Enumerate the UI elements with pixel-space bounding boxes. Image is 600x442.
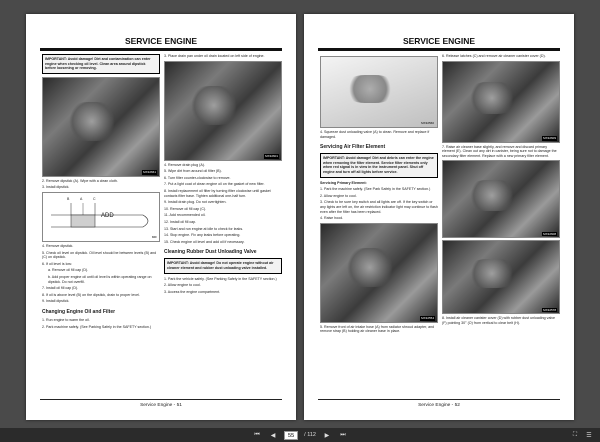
left-column-2 [164, 54, 282, 296]
header-rule [318, 48, 560, 51]
prev-page-icon[interactable]: ◀ [270, 432, 276, 439]
page-number-input[interactable]: 55 [284, 431, 298, 440]
step-text: 9. Install drain plug. Do not overtighten. [164, 200, 227, 205]
step-text: 13. Start and run engine at idle to check for leaks. [164, 226, 244, 231]
step-text: 5. Check oil level on dipstick. Oil level should be between levels (B) and (C) on dipstick. [42, 250, 157, 260]
section-heading: Servicing Air Filter Element [320, 144, 386, 151]
step-text: 6. Turn filter counter-clockwise to remove. [164, 175, 231, 180]
step-text: 4. Raise hood. [320, 216, 344, 221]
footer-rule [40, 399, 282, 400]
step-text: 15. Check engine oil level and add oil if necessary. [164, 239, 245, 244]
footer-rule [318, 399, 560, 400]
step-text: 2. Allow engine to cool. [320, 193, 357, 198]
air-cleaner-photo [442, 160, 560, 238]
oil-drain-photo [164, 61, 282, 161]
section-heading: Cleaning Rubber Dust Unloading Valve [164, 249, 257, 256]
step-text: 4. Remove drain plug (A). [164, 162, 205, 167]
subheading: Servicing Primary Element: [320, 180, 367, 185]
step-text: 4. Squeeze dust unloading valve (A) to clean. Remove and replace if damaged. [320, 130, 430, 139]
menu-icon[interactable]: ☰ [586, 432, 592, 439]
step-text: 14. Stop engine. Fix any leaks before operating. [164, 233, 241, 238]
step-text: 9. Install dipstick. [42, 299, 70, 304]
substep-text: b. Add proper engine oil until oil level is within operating range on dipstick. Do not overfill. [48, 274, 152, 284]
diagram-code: MIF [151, 235, 157, 240]
page-header-title: SERVICE ENGINE [124, 36, 198, 46]
step-text: 8. Install replacement oil filter by turning filter clockwise until gasket contacts filter base. Tighten additional one-half turn. [164, 188, 271, 198]
right-column-1 [320, 54, 438, 336]
important-note: IMPORTANT: Avoid damage! Do not operate engine without air cleaner element and rubber dust unloading valve installed. [164, 258, 282, 273]
right-column-2 [442, 54, 560, 328]
step-text: 5. Remove front of air intake hose (A) from radiator shroud adapter, and remove strap (B) holding air cleaner base in place. [320, 324, 435, 334]
step-text: 8. Install air cleaner canister cover (D) with rubber dust unloading valve (F) pointing 30° (O) from vertical to clear belt (H). [442, 316, 556, 325]
dust-valve-illustration [320, 56, 438, 128]
page-left [26, 14, 296, 420]
fullscreen-icon[interactable]: ⛶ [572, 431, 578, 438]
step-text: 3. Check to be sure key switch and all lights are off. If the key switch or any lights are left on, the air restriction indicator light may continue to flash even after the filter has been replaced. [320, 200, 438, 214]
photo-code: MX32554 [421, 316, 434, 321]
step-text: 2. Park machine safely. (See Parking Safely in the SAFETY section.) [42, 324, 152, 329]
photo-code: MX32661 [143, 170, 156, 175]
photo-code: MX32609 [543, 136, 556, 140]
engine-photo [42, 77, 160, 177]
photo-code: MX32578 [543, 307, 556, 312]
step-text: 4. Remove dipstick. [42, 243, 74, 248]
step-text: 6. Release latches (C) and remove air cleaner canister cover (D). [442, 54, 546, 58]
label-c: C [93, 196, 96, 201]
substep-text: a. Remove oil fill cap (D). [48, 268, 89, 273]
canister-photo [442, 61, 560, 143]
step-text: 5. Wipe dirt from around oil filter (B). [164, 169, 222, 174]
photo-code: MX32601 [265, 154, 278, 158]
step-text: 1. Park the machine safely. (See Park Safely in the SAFETY section.) [320, 187, 431, 192]
air-intake-photo [320, 223, 438, 323]
step-text: 11. Add recommended oil. [164, 213, 206, 218]
canister-cover-photo [442, 240, 560, 314]
viewer-toolbar [0, 428, 600, 442]
step-text: 1. Run engine to warm the oil. [42, 317, 90, 322]
left-column-1 [42, 54, 160, 331]
step-text: 6. If oil level is low: [42, 261, 72, 266]
label-b: B [67, 196, 70, 201]
step-text: 7. Raise air cleaner base slightly, and remove and discard primary element (E). Clean out any dirt in canister, being sure not to damage the secondary filter element. Replace with a new primary filter element. [442, 144, 557, 158]
page-footer: Service Engine - 52 [418, 403, 460, 408]
step-text: 10. Remove oil fill cap (C). [164, 206, 207, 211]
step-text: 1. Park the vehicle safely. (See Parking Safely in the SAFETY section.) [164, 276, 277, 281]
last-page-icon[interactable]: ⏭ [340, 431, 346, 438]
page-footer: Service Engine - 51 [140, 403, 182, 408]
photo-code: MX32608 [543, 231, 556, 236]
page-total: / 112 [304, 432, 316, 438]
step-text: 3. Access the engine compartment. [164, 289, 221, 294]
toolbar-right-icons [570, 430, 594, 440]
next-page-icon[interactable]: ▶ [324, 432, 330, 439]
step-text: 7. Put a light coat of clean engine oil on the gasket of new filter. [164, 182, 265, 187]
page-header-title: SERVICE ENGINE [402, 36, 476, 46]
section-heading: Changing Engine Oil and Filter [42, 308, 116, 315]
label-a: A [80, 196, 83, 201]
step-text: 12. Install oil fill cap. [164, 219, 197, 224]
important-note: IMPORTANT: Avoid damage! Dirt and contamination can enter engine when checking oil level. Clean area around dipstick before loosening or removing. [42, 54, 160, 74]
important-note: IMPORTANT: Avoid damage! Dirt and debris can enter the engine when removing the filter element. Service filter elements only when red signal is in view in the instrument panel. Shut off engine and turn off all lights before service. [320, 153, 438, 177]
photo-code: MX32560 [421, 121, 434, 126]
page-right [304, 14, 574, 420]
add-mark-label: ADD [101, 212, 114, 219]
header-rule [40, 48, 282, 51]
step-text: 2. Remove dipstick (A). Wipe with a clean cloth. [42, 178, 118, 183]
step-text: 3. Place drain pan under oil drain located on left side of engine. [164, 54, 265, 58]
step-text: 2. Allow engine to cool. [164, 283, 201, 288]
step-text: 3. Install dipstick. [42, 185, 70, 190]
first-page-icon[interactable]: ⏮ [254, 431, 260, 438]
step-text: 7. Install oil fill cap (D). [42, 286, 79, 291]
step-text: 8. If oil is above level (B) on the dipstick, drain to proper level. [42, 292, 140, 297]
dipstick-diagram [42, 192, 160, 242]
